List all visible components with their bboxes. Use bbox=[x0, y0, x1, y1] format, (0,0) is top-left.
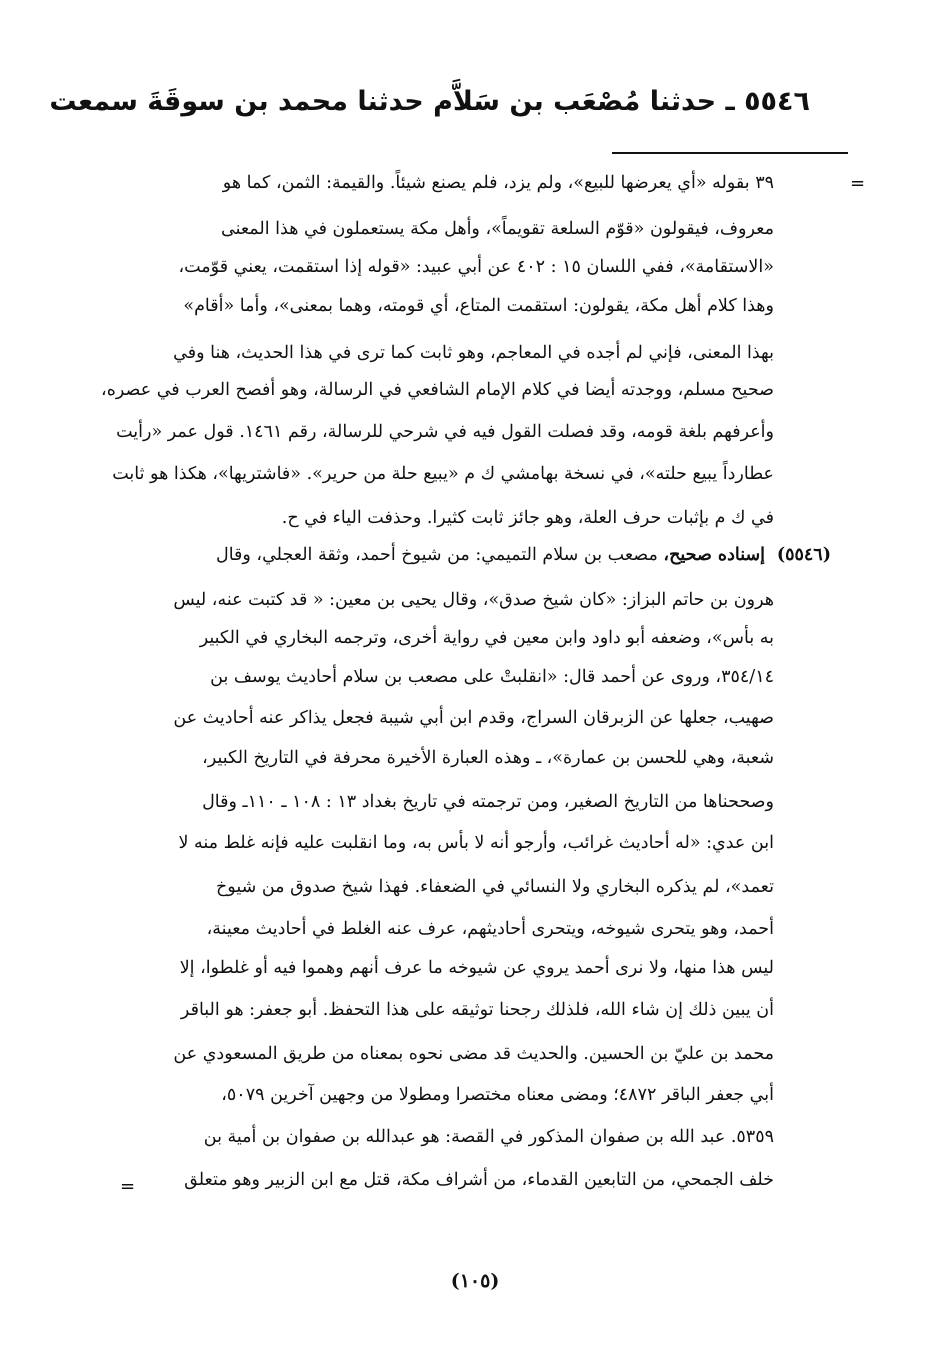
text-line: شعبة، وهي للحسن بن عمارة»، ـ وهذه العبارة الأخيرة محرفة في التاريخ الكبير، bbox=[202, 748, 774, 768]
text-line: «الاستقامة»، ففي اللسان ١٥ : ٤٠٢ عن أبي عبيد: «قوله إذا استقمت، يعني قوّمت، bbox=[178, 257, 774, 277]
header-rule bbox=[612, 152, 848, 154]
text-line: محمد بن عليّ بن الحسين. والحديث قد مضى نحوه بمعناه من طريق المسعودي عن bbox=[173, 1044, 774, 1064]
page-number: (١٠٥) bbox=[450, 1270, 500, 1292]
text-line: وصححناها من التاريخ الصغير، ومن ترجمته في تاريخ بغداد ١٣ : ١٠٨ ـ ١١٠ـ وقال bbox=[202, 792, 774, 812]
text-line bbox=[165, 545, 765, 565]
text-line: صحيح مسلم، ووجدته أيضا في كلام الإمام الشافعي في الرسالة، وهو أفصح العرب في عصره، bbox=[101, 380, 774, 400]
text-line: في ك م بإثبات حرف العلة، وهو جائز ثابت كثيرا. وحذفت الياء في ح. bbox=[281, 508, 774, 528]
text-line: ليس هذا منها، ولا نرى أحمد يروي عن شيوخه ما عرف أنهم وهموا فيه أو غلطوا، إلا bbox=[179, 958, 774, 978]
text-line: ٥٣٥٩. عبد الله بن صفوان المذكور في القصة: هو عبدالله بن صفوان بن أمية بن bbox=[203, 1127, 774, 1147]
text-line: معروف، فيقولون «قوّم السلعة تقويماً»، وأهل مكة يستعملون في هذا المعنى bbox=[221, 219, 774, 239]
text-line: وهذا كلام أهل مكة، يقولون: استقمت المتاع، أي قومته، وهما بمعنى»، وأما «أقام» bbox=[183, 296, 774, 316]
footnote-lead: إسناده صحيح، bbox=[663, 545, 765, 565]
text-line: أبي جعفر الباقر ٤٨٧٢؛ ومضى معناه مختصرا ومطولا من وجهين آخرين ٥٠٧٩، bbox=[221, 1085, 774, 1105]
text-line: بهذا المعنى، فإني لم أجده في المعاجم، وهو ثابت كما ترى في هذا الحديث، هنا وفي bbox=[173, 343, 774, 363]
text-line: ٣٥٤/١٤، وروى عن أحمد قال: «انقلبتْ على مصعب بن سلام أحاديث يوسف بن bbox=[210, 667, 774, 687]
footnote-number: (٥٥٤٦) bbox=[776, 545, 831, 565]
text-line: وأعرفهم بلغة قومه، وقد فصلت القول فيه في شرحي للرسالة، رقم ١٤٦١. قول عمر «رأيت bbox=[116, 422, 774, 442]
continuation-marker-bottom: = bbox=[120, 1176, 136, 1197]
text-line: عطارداً يبيع حلته»، في نسخة بهامشي ك م «يبيع حلة من حرير». «فاشتريها»، هكذا هو ثابت bbox=[112, 464, 774, 484]
text-line: هرون بن حاتم البزاز: «كان شيخ صدق»، وقال يحيى بن معين: « قد كتبت عنه، ليس bbox=[173, 590, 774, 610]
text-line: خلف الجمحي، من التابعين القدماء، من أشراف مكة، قتل مع ابن الزبير وهو متعلق bbox=[184, 1170, 774, 1190]
footnote-first-line: مصعب بن سلام التميمي: من شيوخ أحمد، وثقة العجلي، وقال bbox=[216, 545, 658, 565]
page-header: ٥٥٤٦ ـ حدثنا مُصْعَب بن سَلاَّم حدثنا محمد بن سوقَةَ سمعت bbox=[49, 86, 810, 117]
continuation-marker-top: = bbox=[850, 173, 866, 194]
text-line: ٣٩ بقوله «أي يعرضها للبيع»، ولم يزد، فلم يصنع شيئاً. والقيمة: الثمن، كما هو bbox=[222, 173, 774, 193]
text-line: ابن عدي: «له أحاديث غرائب، وأرجو أنه لا بأس به، وما انقلبت عليه فإنه غلط منه لا bbox=[178, 833, 774, 853]
text-line: تعمد»، لم يذكره البخاري ولا النسائي في الضعفاء. فهذا شيخ صدوق من شيوخ bbox=[216, 877, 774, 897]
text-line: أن يبين ذلك إن شاء الله، فلذلك رجحنا توثيقه على هذا التحفظ. أبو جعفر: هو الباقر bbox=[180, 1000, 774, 1020]
text-line: أحمد، وهو يتحرى شيوخه، ويتحرى أحاديثهم، عرف عنه الغلط في أحاديث معينة، bbox=[206, 919, 774, 939]
text-line: صهيب، جعلها عن الزبرقان السراج، وقدم ابن أبي شيبة فجعل يذاكر عنه أحاديث عن bbox=[173, 708, 774, 728]
text-line: به بأس»، وضعفه أبو داود وابن معين في رواية أخرى، وترجمه البخاري في الكبير bbox=[199, 628, 774, 648]
